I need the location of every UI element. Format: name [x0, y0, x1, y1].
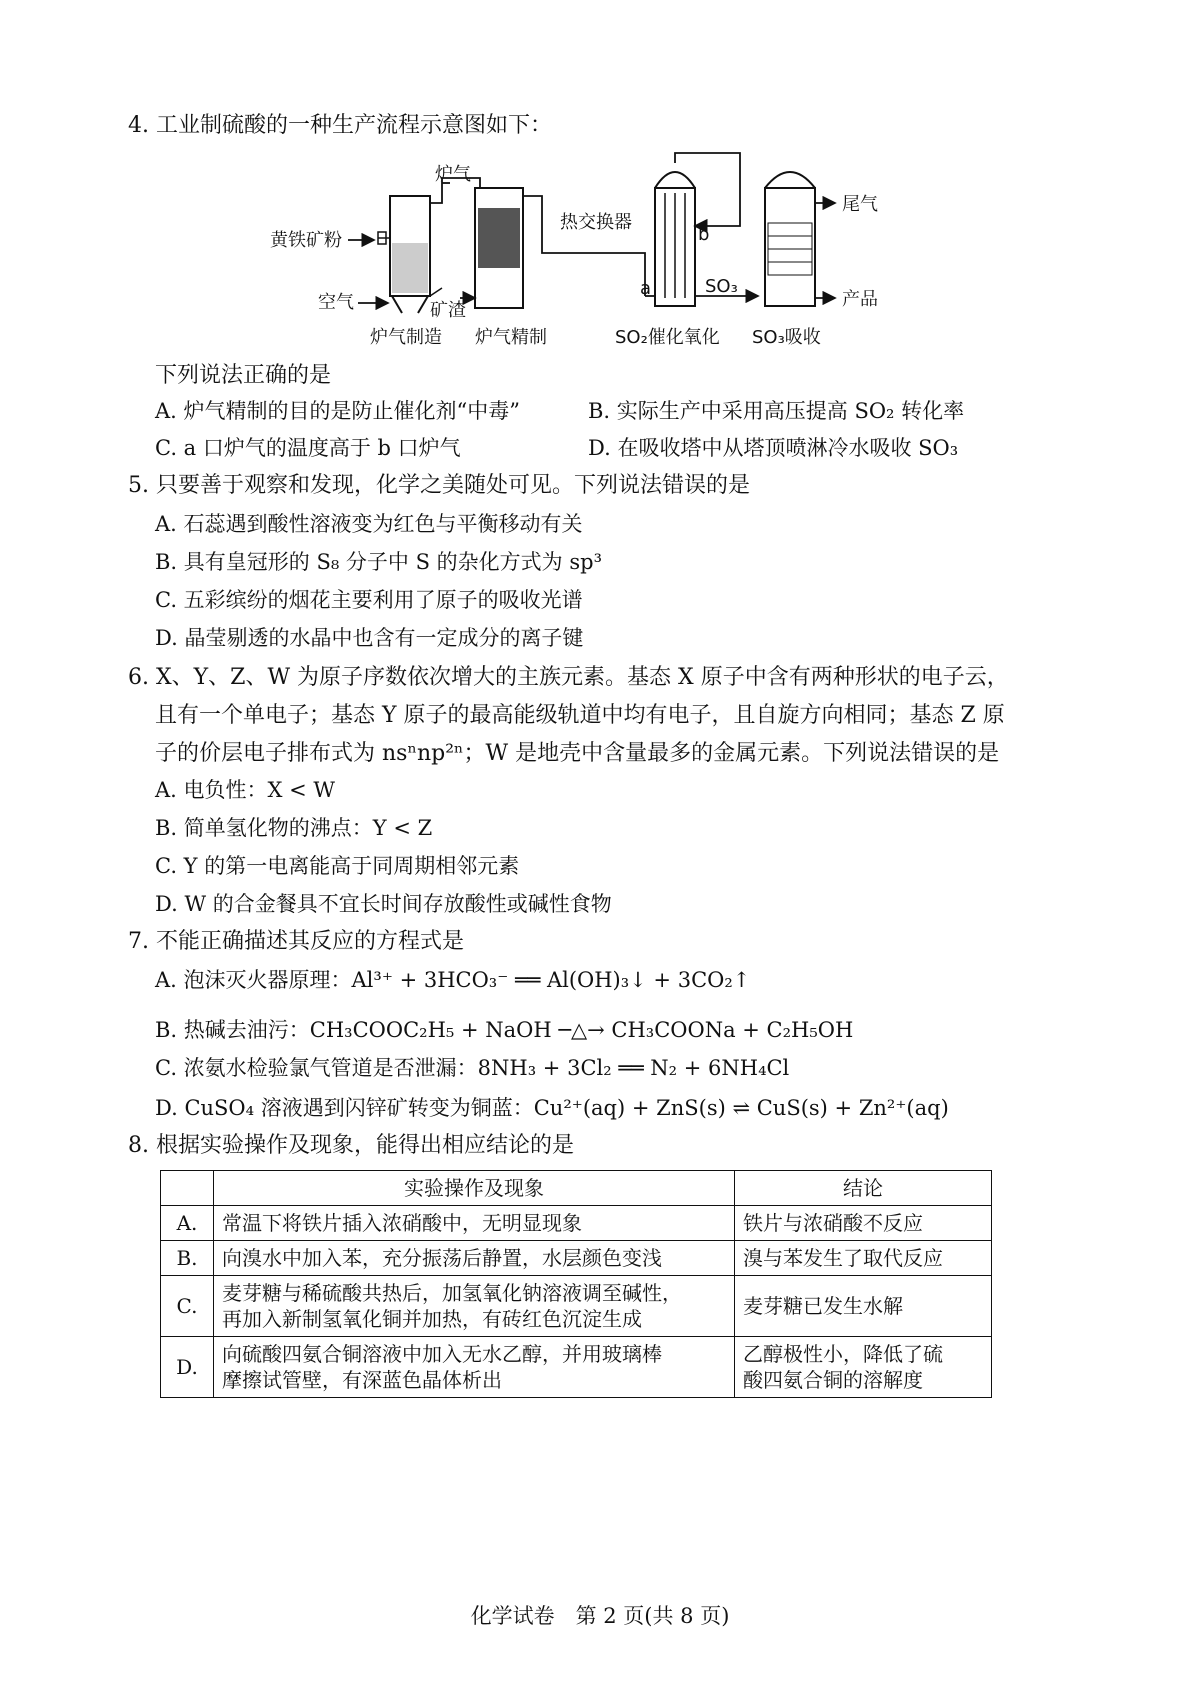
row-operation-line: 向溴水中加入苯，充分振荡后静置，水层颜色变浅 [222, 1246, 662, 1270]
furnace-unit [378, 183, 450, 313]
q5-option-d: D. 晶莹剔透的水晶中也含有一定成分的离子键 [155, 626, 584, 650]
absorber-unit [765, 172, 835, 306]
row-conclusion [735, 1337, 992, 1398]
table-header-row [161, 1171, 992, 1206]
row-conclusion [735, 1276, 992, 1337]
q5-option-c: C. 五彩缤纷的烟花主要利用了原子的吸收光谱 [155, 588, 583, 612]
label-kongqi: 空气 [318, 292, 354, 313]
label-luqi: 炉气 [435, 164, 471, 185]
label-port-b: b [698, 224, 710, 245]
row-label: C. [161, 1276, 214, 1337]
q5-stem: 5. 只要善于观察和发现，化学之美随处可见。下列说法错误的是 [128, 473, 750, 498]
experiment-table [160, 1170, 992, 1398]
q4-option-a: A. 炉气精制的目的是防止催化剂“中毒” [155, 399, 520, 423]
label-huangtie: 黄铁矿粉 [270, 230, 342, 251]
q6-stem-line2: 且有一个单电子；基态 Y 原子的最高能级轨道中均有电子，且自旋方向相同；基态 Z 原 [155, 703, 1005, 728]
row-conclusion-line: 麦芽糖已发生水解 [743, 1294, 903, 1318]
q7-option-c: C. 浓氨水检验氯气管道是否泄漏：8NH₃ + 3Cl₂ ══ N₂ + 6NH₄Cl [155, 1056, 790, 1080]
table-row [161, 1337, 992, 1398]
row-operation [214, 1337, 735, 1398]
stage-3-label: SO₂催化氧化 [615, 327, 720, 348]
purifier-unit [442, 178, 645, 308]
q4-stem: 4. 工业制硫酸的一种生产流程示意图如下： [128, 113, 552, 138]
row-label: B. [161, 1241, 214, 1276]
q6-option-a: A. 电负性：X < W [155, 778, 335, 802]
label-rejiao: 热交换器 [560, 212, 632, 233]
sulfuric-acid-flow-diagram [270, 148, 930, 358]
q6-stem-line1: 6. X、Y、Z、W 为原子序数依次增大的主族元素。基态 X 原子中含有两种形状的电子云， [128, 665, 1009, 690]
row-conclusion-line: 乙醇极性小，降低了硫 [743, 1342, 943, 1366]
page-footer: 化学试卷 第 2 页(共 8 页) [470, 1604, 730, 1628]
q7-stem: 7. 不能正确描述其反应的方程式是 [128, 929, 464, 954]
q8-stem: 8. 根据实验操作及现象，能得出相应结论的是 [128, 1133, 574, 1158]
q6-option-d: D. W 的合金餐具不宜长时间存放酸性或碱性食物 [155, 892, 612, 916]
row-operation-line: 向硫酸四氨合铜溶液中加入无水乙醇，并用玻璃棒 [222, 1342, 662, 1366]
row-operation-line: 摩擦试管壁，有深蓝色晶体析出 [222, 1368, 502, 1392]
stage-1-label: 炉气制造 [370, 327, 442, 348]
q6-option-b: B. 简单氢化物的沸点：Y < Z [155, 816, 433, 840]
row-label: A. [161, 1206, 214, 1241]
table-row [161, 1206, 992, 1241]
stage-4-label: SO₃吸收 [752, 327, 821, 348]
label-so3: SO₃ [705, 276, 738, 297]
row-conclusion-line: 溴与苯发生了取代反应 [743, 1246, 943, 1270]
row-operation-line: 再加入新制氢氧化铜并加热，有砖红色沉淀生成 [222, 1307, 642, 1331]
row-conclusion-line: 铁片与浓硝酸不反应 [743, 1211, 923, 1235]
stage-2-label: 炉气精制 [475, 327, 547, 348]
q7-option-b: B. 热碱去油污：CH₃COOC₂H₅ + NaOH ─△→ CH₃COONa + C₂H₅OH [155, 1018, 854, 1042]
row-conclusion [735, 1241, 992, 1276]
label-port-a: a [640, 278, 652, 299]
table-row [161, 1276, 992, 1337]
table-row [161, 1241, 992, 1276]
q6-stem-line3: 子的价层电子排布式为 nsⁿnp²ⁿ；W 是地壳中含量最多的金属元素。下列说法错误的是 [155, 741, 1000, 766]
table-header-operation: 实验操作及现象 [214, 1171, 735, 1206]
q5-option-b: B. 具有皇冠形的 S₈ 分子中 S 的杂化方式为 sp³ [155, 550, 602, 574]
row-operation [214, 1276, 735, 1337]
label-kuangzha: 矿渣 [430, 300, 466, 321]
label-weiqi: 尾气 [842, 194, 878, 215]
label-chanpin: 产品 [842, 289, 878, 310]
row-operation-line: 麦芽糖与稀硫酸共热后，加氢氧化钠溶液调至碱性， [222, 1281, 682, 1305]
q4-option-d: D. 在吸收塔中从塔顶喷淋冷水吸收 SO₃ [588, 436, 959, 460]
q4-option-b: B. 实际生产中采用高压提高 SO₂ 转化率 [588, 399, 965, 423]
q4-option-c: C. a 口炉气的温度高于 b 口炉气 [155, 436, 461, 460]
row-operation [214, 1241, 735, 1276]
row-label: D. [161, 1337, 214, 1398]
row-operation [214, 1206, 735, 1241]
q6-option-c: C. Y 的第一电离能高于同周期相邻元素 [155, 854, 520, 878]
table-header-blank [161, 1171, 214, 1206]
q7-option-a: A. 泡沫灭火器原理：Al³⁺ + 3HCO₃⁻ ══ Al(OH)₃↓ + 3CO₂↑ [155, 968, 751, 992]
table-header-conclusion: 结论 [735, 1171, 992, 1206]
q7-option-d: D. CuSO₄ 溶液遇到闪锌矿转变为铜蓝：Cu²⁺(aq) + ZnS(s) ⇌ CuS(s) + Zn²⁺(aq) [155, 1096, 949, 1120]
q4-prompt: 下列说法正确的是 [155, 363, 332, 388]
row-operation-line: 常温下将铁片插入浓硝酸中，无明显现象 [222, 1211, 582, 1235]
row-conclusion-line: 酸四氨合铜的溶解度 [743, 1368, 923, 1392]
row-conclusion [735, 1206, 992, 1241]
q5-option-a: A. 石蕊遇到酸性溶液变为红色与平衡移动有关 [155, 512, 583, 536]
